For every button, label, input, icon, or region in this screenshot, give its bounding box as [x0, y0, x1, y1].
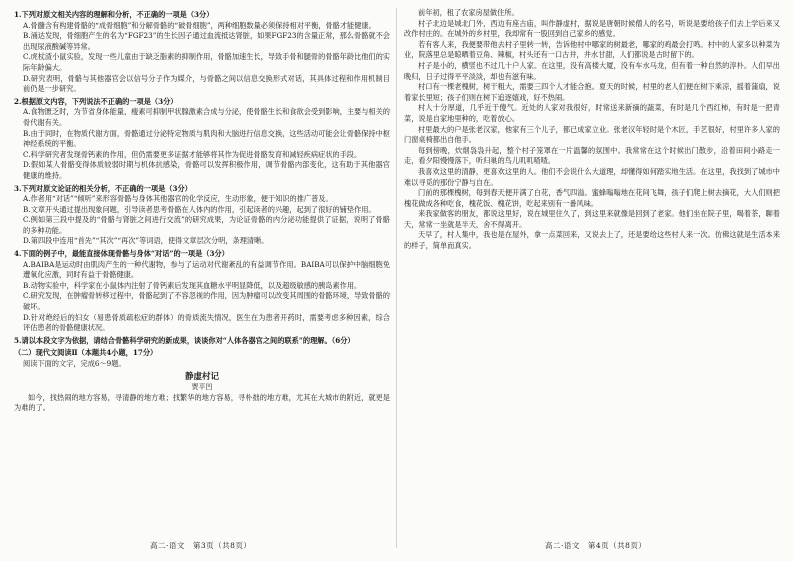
story-paragraph: 来我家做客的朋友，都说这里好，说在城里住久了，到这里来就像是回到了老家。他们坐在院子里，喝着茶，聊着天，常常一坐就是半天，舍不得离开。	[404, 209, 780, 229]
q4-option-b: B.动物实验中，科学家在小鼠体内注射了骨钙素后发现其血糖水平明显降低，以及超级敏感的胰岛素作用。	[23, 280, 362, 290]
story-paragraph: 村口有一棵老槐树，树干粗大，需要三四个人才能合抱。夏天的时候，村里的老人们便在树下乘凉，摇着蒲扇，说着家长里短；孩子们则在树下追逐嬉戏，好不热闹。	[404, 82, 780, 102]
q4-stem: 4.下面的例子中，最能直接体现骨骼与身体“对话”的一项是（3分）	[14, 249, 229, 259]
q1-option-d: D.研究表明，骨骼与其他器官会以信号分子作为媒介，与骨骼之间以信息交换形式对话，其具体过程和作用机制目前仍是一步研究。	[23, 73, 390, 94]
q1-option-b: B.涌达发现，骨细胞产生的名为“FGF23”的生长因子通过血流抵达肾脏，如果FGF23的含量正常，那么骨骼就不会出现尿液酸碱等异常。	[23, 31, 390, 51]
q4-option-d: D.针对绝经后的妇女（易患骨质疏松症的群体）的骨质流失情况，医生在为患者开药时，需要考虑多种因素，综合评估患者的骨骼健康状况。	[23, 312, 390, 333]
story-paragraph: 村子是小的，横竖也不过几十户人家。在这里，没有高楼大厦，没有车水马龙，但有着一种自然的淳朴。人们早出晚归，日子过得平平淡淡，却也有滋有味。	[404, 60, 780, 81]
q3-stem: 3.下列对原文论证的相关分析，不正确的一项是（3分）	[14, 183, 192, 193]
q1-option-a: A.骨髓含有构建骨骼的“成骨细胞”和分解骨骼的“破骨细胞”，两种细胞数量必须保持相对平衡，骨骼才能健康。	[23, 20, 376, 30]
story-paragraph: 我喜欢这里的清静，更喜欢这里的人。他们不会说什么大道理，却懂得如何踏实地生活。在这里，我找到了城市中难以寻觅的那份宁静与自在。	[404, 166, 780, 187]
story-paragraph: 村人十分厚道，几乎近于傻气。近处的人家对我很好，时常送来新摘的蔬菜，有时是几个西红柿，有时是一把青菜，说是自家地里种的，吃着放心。	[404, 103, 780, 123]
section-instruction: 阅读下面的文字，完成6～9题。	[23, 359, 126, 368]
story-paragraph: 村里最大的户是张老汉家，他家有三个儿子，都已成家立业。张老汉年轻时是个木匠，手艺很好，村里许多人家的门窗桌椅都出自他手。	[404, 124, 780, 145]
q5-stem: 5.请以本段文字为依据，请结合骨骼科学研究的新成果，谈谈你对“人体各器官之间的联系”的理解。（6分）	[14, 335, 355, 345]
q1-stem: 1.下列对原文相关内容的理解和分析，不正确的一项是（3分）	[14, 10, 214, 19]
left-page	[14, 8, 390, 533]
story-paragraph-1: 如今，找热闹的地方容易，寻清静的地方难；找繁华的地方容易，寻朴拙的地方难，尤其在大城市的附近，就更是为难的了。	[14, 392, 390, 413]
q3-option-a: A.作者用“对话”“倾听”来形容骨骼与身体其他器官的化学反应，生动形象，便于知识的推广普及。	[23, 194, 333, 204]
q3-option-d: D.第四段中连用“首先”“其次”“再次”等词语，使得文章层次分明，条理清晰。	[23, 236, 269, 246]
q4-option-a: A.BAIBA是运动时由肌肉产生的一种代谢物，参与了运动对代谢紊乱的有益调节作用。BAIBA可以保护中脑细胞免遭氧化应激，同时有益于骨骼健康。	[23, 259, 390, 280]
page-footer-left: 高二·语文 第3页（共8页）	[150, 541, 252, 550]
story-paragraph: 村子北边是城北门外，西边有座古庙，叫作静虚村，据说是唐朝时候僧人的名号，听说是要给孩子们去上学后来又改作村庄的。在城外的乡村里，我却常有一股回到自己家乡的感觉。	[404, 18, 780, 39]
story-paragraph: 天早了，村人集中，我也是在屋外，拿一点菜回来，又说去上了，还是要给这些村人来一次。仿佛这就是生活本来的样子，简单而真实。	[404, 230, 780, 251]
page-divider	[396, 8, 397, 548]
q3-option-c: C.例如第三段中提及的“骨骼与肾脏之间进行交流”的研究成果，为论证骨骼的内分泌功能提供了证据，说明了骨骼的多种功能。	[23, 215, 390, 235]
q2-option-a: A.食物匮乏时，为节省身体能量，瘦素可抑制甲状腺激素合成与分泌，使骨骼生长和食欲会受到影响，主要与相关的骨代谢有关。	[23, 107, 390, 127]
story-title: 静虚村记	[184, 371, 219, 382]
q2-stem: 2.根据原文内容，下列说法不正确的一项是（3分）	[14, 96, 178, 106]
q2-option-b: B.由于同时，在物质代谢方面，骨骼通过分泌特定物质与肌肉和大脑进行信息交换，这些活动可能会让骨骼保持中枢神经系统的平衡。	[23, 128, 390, 149]
q4-option-c: C.研究发现，在肿瘤骨转移过程中，骨骼起到了不容忽视的作用，因为肿瘤可以改变其周围的骨骼环境，导致骨骼的破坏。	[23, 291, 390, 312]
story-paragraph: 每到傍晚，炊烟袅袅升起，整个村子笼罩在一片温馨的氛围中。我常常在这个时候出门散步，沿着田间小路走一走，看夕阳慢慢落下，听归巢的鸟儿叽叽喳喳。	[404, 145, 780, 166]
page-footer-right: 高二·语文 第4页（共8页）	[545, 541, 647, 550]
q2-option-d: D.假如某人骨骼变得体质较弱时期与机体抗感染，骨骼可以发挥积极作用，调节骨骼内部变化，这有助于其他器官健康的维持。	[23, 160, 390, 180]
q3-option-b: B.文章开头通过提出现象问题，引导读者思考骨骼在人体内的作用，引起读者的兴趣，起到了很好的铺垫作用。	[23, 204, 376, 214]
q1-option-c: C.虎杖渣小鼠实验，发现一些儿童由于缺乏脂素的抑制作用，骨骼加速生长，导致手骨和腿骨的骨骼年龄比他们的实际年龄偏大。	[23, 52, 390, 72]
story-paragraph: 若有客人来，我便要带他去村子里转一转，告诉他村中哪家的树最老，哪家的鸡最会打鸣。村中的人家多以种菜为业，院落里总是晾晒着豆角、辣椒，村头还有一口古井，井水甘甜，人们都说是古时留下的。	[404, 39, 780, 60]
story-paragraph: 前年初，租了农家房屋做住所。	[418, 8, 519, 17]
section-heading: （二）现代文阅读Ⅱ（本题共4小题，17分）	[14, 348, 158, 358]
story-paragraph: 门前的那棵槐树，每到春天便开满了白花，香气四溢。蜜蜂嗡嗡地在花间飞舞，孩子们爬上树去摘花，大人们则把槐花做成各种吃食，槐花饭、槐花饼，吃起来别有一番风味。	[404, 188, 780, 208]
story-author: 贾平凹	[191, 383, 213, 392]
right-page	[404, 8, 780, 533]
q2-option-c: C.科学研究者发现骨钙素的作用，但仍需要更多证据才能够将其作为促进骨骼发育和减轻疾病症状的手段。	[23, 149, 362, 159]
